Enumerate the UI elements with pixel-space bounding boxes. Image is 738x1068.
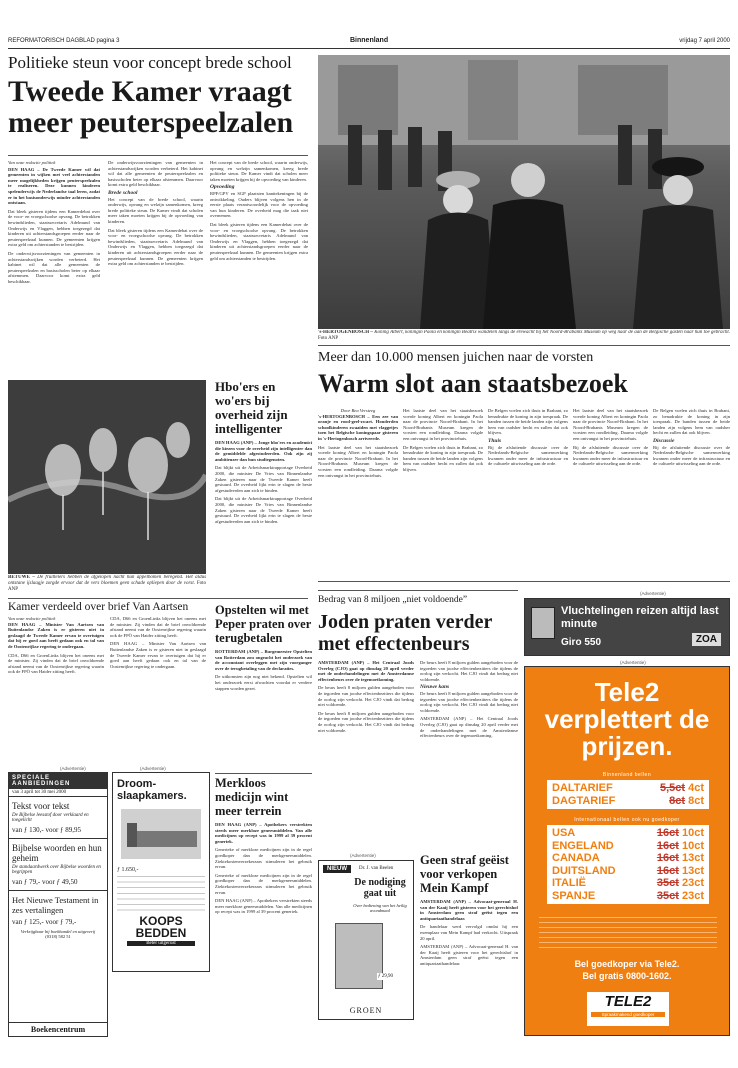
- suitcase-icon: [531, 607, 555, 639]
- photo1-caption: [318, 330, 730, 344]
- divider: [318, 590, 518, 591]
- rate-old: 16ct: [656, 852, 679, 864]
- article2-col5: [653, 408, 730, 578]
- rate-old: 35ct: [656, 877, 679, 889]
- article-body: Het laatste deel van het staatsbezoek voerde koning Albert en koningin Paola naar de provincie Noord-Brabant. In het Noord-Brabants Museum kregen de vorsten een rondleiding. Daarna volgde een ontvangst in het provinciehuis.: [573, 408, 648, 441]
- photo-credit: Foto ANP: [318, 336, 339, 341]
- article2-col3: [488, 408, 568, 578]
- rate-label: ITALIË: [552, 877, 587, 889]
- rate-new: 10ct: [681, 827, 704, 839]
- article-body: Bij de afsluitende discussie over de Nederlands-Belgische samenwerking kwamen onder meer de infrastructuur en de culturele uitwisseling aan de orde.: [573, 444, 648, 467]
- ad-price: ƒ 29,90: [378, 974, 393, 979]
- rate-row: [552, 852, 704, 865]
- ad-author: Dr. J. van Beelen: [359, 866, 394, 871]
- rate-old: 16ct: [656, 864, 679, 877]
- rate-label: ENGELAND: [552, 839, 614, 852]
- article-headline: Kamer verdeeld over brief Van Aartsen: [8, 601, 189, 613]
- article-body: De onderwijsvoorzieningen van gemeenten in achterstandswijken worden verbeterd. Het kabinet wil dat alle gemeenten de peuterspeelzalen en basisscholen beter op elkaar afstemmen. Daarvoor komt extra geld beschikbaar.: [8, 250, 100, 284]
- ad-cta-2: Bel gratis 0800-1602.: [582, 971, 672, 981]
- article8-text: [420, 899, 518, 1024]
- ad-item-price: van ƒ 125,- voor ƒ 79,-: [12, 918, 77, 926]
- article5-text: [215, 649, 312, 737]
- article-body: DEN HAAG – Minister Van Aartsen van Buitenlandse Zaken is er gisteren niet in geslaagd de Tweede Kamer ervan te overtuigen dat hij er goed aan heeft gedaan ook en tal van de Oostenrijkse regering te ondergaan.: [110, 641, 206, 669]
- article6-text: [215, 822, 312, 1048]
- article2-col4: [573, 408, 648, 578]
- rate-row: [552, 890, 704, 903]
- subhead-thuis: Thuis: [488, 437, 502, 444]
- ad-tag: (Advertentie): [350, 853, 376, 858]
- rate-old: 16ct: [656, 827, 679, 839]
- photo-credit: Foto ANP: [8, 581, 206, 592]
- article-body: Dat blijkt uit de Arbeidsmarktrapportage Overheid 2000, die minister De Vries van Binnenlandse Zaken gisteren naar de Tweede Kamer heeft gestuurd. De overheid lijkt erin te slagen de beste afgestudeerden aan zich te binden.: [215, 465, 312, 493]
- ad-price: ƒ 1.650,-: [117, 867, 139, 873]
- ad-zoa[interactable]: [524, 598, 730, 656]
- rate-row: [552, 840, 704, 853]
- article-body: Dat bleek gisteren tijdens een Kamerdebat over de voor- en vroegschoolse opvang. De betrokken bewindslieden, staatssecretaris Adelmund van Onderwijs en Vlaggen, hebben toegezegd dat kinderen uit achterstandsgroepen eerder naar de peuterspeelzaal kunnen. De gemeenten krijgen extra geld om achterstanden te bestrijden.: [108, 227, 203, 267]
- article-headline: Warm slot aan staatsbezoek: [318, 369, 628, 398]
- article-headline: Hbo'ers en wo'ers bij overheid zijn intelligenter: [215, 379, 288, 436]
- divider: [318, 581, 730, 582]
- ad-item-3[interactable]: [9, 890, 107, 943]
- ad-brand: Boekencentrum: [9, 1022, 107, 1036]
- article-body: AMSTERDAM (ANP) – Advocaat-generaal H. van der Kaaij heeft gisteren voor het gerechtshof in Amsterdam geen straf geëist tegen een antiquariaathandelaar.: [420, 944, 518, 966]
- ad-item-price: van ƒ 79,- voor ƒ 49,50: [12, 878, 78, 886]
- photo-ice-blossom: [8, 380, 206, 574]
- caption-lead: BETUWE –: [8, 575, 35, 580]
- article-headline: Merkloos medicijn wint meer terrein: [215, 776, 289, 818]
- photo-royal-visit-image: [318, 55, 730, 329]
- photo2-caption: [8, 575, 206, 595]
- article-lead: AMSTERDAM (ANP) – Het Centraal Joods Overleg (CJO) gaat op dinsdag 20 april verder met de onderhandelingen met de Amsterdamse effectenbeurs over de tegemoetkoming.: [318, 660, 414, 682]
- rate-old: 5,5ct: [659, 782, 686, 794]
- ad-headline: Tele2 verplettert de prijzen.: [544, 677, 710, 761]
- divider: [8, 155, 308, 156]
- article-headline: Joden praten verder met effectenbeurs: [318, 611, 493, 655]
- article-body: Het concept van de brede school, waarin onderwijs, opvang en welzijn samenkomen, kreeg brede politieke steun. De Kamer vindt dat scholen meer taken moeten krijgen bij de opvoeding van kinderen.: [108, 196, 203, 224]
- ad-brand: ZOA: [692, 633, 721, 646]
- article-lead: DEN HAAG – Minister Van Aartsen van Buitenlandse Zaken is er gisteren niet in geslaagd de Tweede Kamer ervan te overtuigen dat hij er goed aan heeft gedaan ook en tal van de Oostenrijkse regering te ondergaan.: [8, 621, 104, 649]
- header-right: vrijdag 7 april 2000: [679, 38, 730, 44]
- rate-row: [552, 827, 704, 840]
- book-image: [335, 923, 383, 989]
- divider: [318, 345, 730, 346]
- rate-new: 23ct: [681, 877, 704, 889]
- logo-tagline: Spraakmakend goedkoper: [591, 1012, 665, 1017]
- article-body: De beurs heeft 8 miljoen gulden aangeboden voor de tegoeden van joodse effectenbezitters die tijdens de oorlog zijn verkocht. Het CJO vindt dat bedrag niet voldoende.: [420, 660, 518, 682]
- rate-new: 23ct: [681, 889, 704, 902]
- article1-col3: [210, 160, 308, 370]
- caption-text: De fruittelers hebben de afgelopen nacht hun appelbomen beregend. Het aldus ontstane ijslaagje zorgde ervoor dat de vers bloemen geen schade opliepen door de vorst.: [8, 575, 206, 586]
- article-headline: Geen straf geëist voor verkopen Mein Kampf: [420, 853, 509, 895]
- rate-old: 16ct: [656, 839, 679, 852]
- article-body: De beurs heeft 8 miljoen gulden aangeboden voor de tegoeden van joodse effectenbezitters die tijdens de oorlog zijn verkocht. Het CJO vindt dat bedrag niet voldoende.: [420, 690, 518, 713]
- article-hbo: [215, 380, 312, 580]
- ad-tagline: Beter uitgerust: [127, 941, 195, 946]
- subhead-brede-school: Brede school: [108, 189, 138, 196]
- ad-publisher: GROEN: [349, 1006, 383, 1015]
- article-merkloos: [215, 776, 312, 1046]
- byline: Door Bea Versteeg: [340, 408, 376, 413]
- ad-item-desc: De standaardwerk over Bijbelse woorden en begrippen: [12, 865, 101, 875]
- article-body: De uitkomsten zijn nog niet bekend. Opstelten wil het onderzoek eerst afwachten voordat er verdere stappen worden gezet.: [215, 674, 312, 691]
- logo-text: TELE2: [604, 993, 652, 1010]
- ad-period: van 3 april tot 30 mei 2000: [9, 789, 107, 797]
- article-body: De onderwijsvoorzieningen van gemeenten in achterstandswijken worden verbeterd. Het kabinet wil dat alle gemeenten de peuterspeelzalen en basisscholen beter op elkaar afstemmen. Daarvoor komt extra geld beschikbaar.: [108, 160, 203, 188]
- bed-image: [121, 809, 201, 859]
- article-body: Bij de afsluitende discussie over de Nederlands-Belgische samenwerking kwamen onder meer de infrastructuur en de culturele uitwisseling aan de orde.: [488, 444, 568, 467]
- article7-col1: [318, 660, 414, 850]
- article-lead: ROTTERDAM (ANP) – Burgemeester Opstelten van Rotterdam zou ongeacht het onderzoek van de accountant overleggen met zijn voorganger over de terugbetaling van de declaraties.: [215, 649, 312, 671]
- article-lead: DEN HAAG – De Tweede Kamer wil dat gemeenten in wijken met veel achterstanden meer mogelijkheden krijgen peuterspeelzalen te realiseren. Deze kunnen kinderen spelenderwijs de Nederlandse taal leren, zodat er in het basisonderwijs minder achterstanden ontstaan.: [8, 166, 100, 206]
- rate-old: 35ct: [656, 889, 679, 902]
- rate-row: [552, 865, 704, 878]
- article-body: Het laatste deel van het staatsbezoek voerde koning Albert en koningin Paola naar de provincie Noord-Brabant. In het Noord-Brabants Museum kregen de vorsten een rondleiding. Daarna volgde een ontvangst in het provinciehuis.: [403, 408, 483, 441]
- ad-item-desc: De Bijbelse leesstof door verklaard en toegelicht: [12, 813, 89, 823]
- tele2-section-domestic: Binnenland bellen: [602, 772, 652, 778]
- ad-tag: (Advertentie): [60, 766, 86, 771]
- article-lead: AMSTERDAM (ANP) – Advocaat-generaal H. van der Kaaij heeft gisteren voor het gerechtshof in Amsterdam geen straf geëist tegen een antiquariaathandelaar.: [420, 899, 518, 921]
- ad-item-2[interactable]: [9, 838, 107, 890]
- subhead-opvoeding: Opvoeding: [210, 184, 235, 191]
- caption-text: Koning Albert, koningin Paola en koningin Beatrix wandelen langs de erewacht bij het Noord-Brabants Museum op weg naar de aan de Belgische gasten naar hun toe gebracht.: [374, 330, 730, 335]
- rate-new: 4ct: [688, 782, 704, 794]
- article-body: De beurs heeft 8 miljoen gulden aangeboden voor de tegoeden van joodse effectenbezitters die tijdens de oorlog zijn verkocht. Het CJO vindt dat bedrag niet voldoende.: [318, 685, 414, 708]
- rate-label: DUITSLAND: [552, 864, 616, 877]
- article-lead: DEN HAAG (ANP) – Jonge hbo'ers en academici die kiezen voor de overheid zijn intelligenter dan de gemiddelde afgestudeerden. Ook zijn zij ambitieuzer dan hun studiegenoten.: [215, 440, 312, 462]
- article-mein-kampf: [420, 853, 518, 1033]
- rate-old: 8ct: [669, 794, 686, 807]
- ad-koops-bedden: [112, 772, 210, 972]
- article4-col1: [8, 616, 104, 766]
- divider: [8, 598, 308, 599]
- subhead-nieuwe-kans: Nieuwe kans: [420, 684, 450, 691]
- article1-col2: [108, 160, 203, 370]
- article-body: Dat bleek gisteren tijdens een Kamerdebat over de voor- en vroegschoolse opvang. De betrokken bewindslieden, staatssecretaris Adelmund van Onderwijs en Vlaggen, hebben toegezegd dat kinderen uit achterstandsgroepen eerder naar de peuterspeelzaal kunnen. De gemeenten krijgen extra geld om achterstanden te bestrijden.: [210, 221, 308, 261]
- article-body: Het laatste deel van het staatsbezoek voerde koning Albert en koningin Paola naar de provincie Noord-Brabant. In het Noord-Brabants Museum kregen de vorsten een rondleiding. Daarna volgde een ontvangst in het provinciehuis.: [318, 444, 398, 478]
- rate-row: [552, 877, 704, 890]
- article-body: Dat blijkt uit de Arbeidsmarktrapportage Overheid 2000, die minister De Vries van Binnenlandse Zaken gisteren naar de Tweede Kamer heeft gestuurd. De overheid lijkt erin te slagen de beste afgestudeerden aan zich te binden.: [215, 496, 312, 524]
- article1-col1: [8, 160, 100, 370]
- ad-tele2[interactable]: [524, 666, 730, 1036]
- article-body: AMSTERDAM (ANP) – Het Centraal Joods Overleg (CJO) gaat op dinsdag 20 april verder met de onderhandelingen met de Amsterdamse effectenbeurs over de tegemoetkoming.: [420, 716, 518, 739]
- tele2-domestic-table: [547, 780, 709, 809]
- ad-item-price: van ƒ 130,- voor ƒ 89,95: [12, 826, 82, 834]
- ad-title: De nodiging gaat uit: [354, 877, 406, 899]
- rate-label: USA: [552, 827, 576, 839]
- byline: Van onze redactie politiek: [8, 160, 56, 165]
- article-headline: Opstelten wil met Peper praten over terugbetalen: [215, 603, 312, 645]
- article-body: De beurs heeft 8 miljoen gulden aangeboden voor de tegoeden van joodse effectenbezitters die tijdens de oorlog zijn verkocht. Het CJO vindt dat bedrag niet voldoende.: [318, 710, 414, 733]
- article2-col1: [318, 408, 398, 578]
- ad-groen-book: [318, 860, 414, 1020]
- ad-item-1[interactable]: [9, 797, 107, 838]
- header-rule: [8, 48, 730, 49]
- article-body: Dat bleek gisteren tijdens een Kamerdebat over de voor- en vroegschoolse opvang. De betrokken bewindslieden, staatssecretaris Adelmund van Onderwijs en Vlaggen, hebben toegezegd dat kinderen uit achterstandsgroepen eerder naar de peuterspeelzaal kunnen. De gemeenten krijgen extra geld om achterstanden te bestrijden.: [8, 208, 100, 248]
- ad-header: SPECIALE AANBIEDINGEN: [9, 773, 107, 789]
- rate-label: DAGTARIEF: [552, 794, 616, 807]
- header-center: Binnenland: [350, 37, 389, 44]
- rate-label: CANADA: [552, 852, 600, 864]
- ad-special-offers: [8, 772, 108, 1037]
- article-body: Generieke of merkloze medicijnen zijn in de regel goedkoper dan de merkgeneesmiddelen. Ziektekostenverzekeraars stimuleren het gebruik ervan.: [215, 847, 312, 870]
- article-body: Het concept van de brede school, waarin onderwijs, opvang en welzijn samenkomen, kreeg brede politieke steun. De Kamer vindt dat scholen meer taken moeten krijgen bij de opvoeding van kinderen.: [210, 160, 308, 182]
- article-headline: Tweede Kamer vraagt meer peuterspeelzalen: [8, 75, 294, 139]
- article-body: DEN HAAG (ANP) – Apothekers verstrekten steeds meer merkloze geneesmiddelen. Van alle medicijnen op recept was in 1999 al 39 procent generiek.: [215, 898, 312, 915]
- article3-text: [215, 440, 312, 580]
- tele2-international-table: [547, 825, 709, 904]
- article7-col2: [420, 660, 518, 850]
- tele2-section-international: Internationaal bellen ook nu goedkoper: [574, 817, 680, 823]
- byline: Van onze redactie politiek: [8, 616, 56, 621]
- article-body: De Belgen voelen zich thuis in Brabant, zo benadrukte de koning in zijn toespraak. De banden tussen de beide landen zijn volgens hem van oudsher hecht en zullen dat ook blijven.: [488, 408, 568, 436]
- rate-label: DALTARIEF: [552, 782, 613, 794]
- article-body: De Belgen voelen zich thuis in Brabant, zo benadrukte de koning in zijn toespraak. De banden tussen de beide landen zijn volgens hem van oudsher hecht en zullen dat ook blijven.: [653, 408, 730, 436]
- rate-new: 8ct: [688, 794, 704, 807]
- ad-body-lines: [117, 876, 205, 912]
- ad-item-title: Het Nieuwe Testament in zes vertalingen: [12, 895, 99, 915]
- rate-label: SPANJE: [552, 889, 596, 902]
- header-left: REFORMATORISCH DAGBLAD pagina 3: [8, 38, 120, 44]
- ad-tag: (Advertentie): [140, 766, 166, 771]
- rate-new: 13ct: [681, 852, 704, 864]
- new-badge: NIEUW: [323, 865, 351, 873]
- article-body: De Belgen voelen zich thuis in Brabant, zo benadrukte de koning in zijn toespraak. De banden tussen de beide landen zijn volgens hem van oudsher hecht en zullen dat ook blijven.: [403, 444, 483, 472]
- article-opstelten: [215, 603, 312, 763]
- ad-item-title: Tekst voor tekst: [12, 801, 70, 811]
- ad-footer-note: Verkrijgbaar bij boekhandel en uitgeverij: [20, 929, 96, 934]
- subhead-discussie: Discussie: [653, 437, 675, 444]
- ad-tag: (Advertentie): [640, 591, 666, 596]
- article-staatsbezoek: [318, 350, 730, 410]
- article-body: De handelaar werd vervolgd omdat hij een exemplaar van Mein Kampf had verkocht. Uitspraak 20 april.: [420, 924, 518, 941]
- article4-col2: [110, 616, 206, 766]
- ad-desc: Over bediening van het heilig avondmaal: [353, 903, 407, 913]
- ad-phone: (0318) 582 51: [45, 934, 71, 939]
- photo-royal-visit: [318, 55, 730, 329]
- ad-cta-1: Bel goedkoper via Tele2.: [574, 959, 680, 969]
- ad-brand: KOOPS BEDDEN: [135, 914, 187, 940]
- rate-new: 10ct: [681, 839, 704, 852]
- ad-giro: Giro 550: [561, 637, 602, 648]
- ad-fineprint: [539, 917, 717, 951]
- article-body: CDA, D66 en GroenLinks blijven het oneens met de minister. Zij vinden dat de brief onvoldoende afstand neemt van de Oostenrijkse regering waarin ook de FPÖ van Haider zitting heeft.: [110, 616, 206, 638]
- article2-col2: [403, 408, 483, 578]
- rate-row: [552, 795, 704, 808]
- article-body: Generieke of merkloze medicijnen zijn in de regel goedkoper dan de merkgeneesmiddelen. Ziektekostenverzekeraars stimuleren het gebruik ervan.: [215, 872, 312, 895]
- tele2-logo: [587, 992, 669, 1026]
- ad-tag: (Advertentie): [620, 660, 646, 665]
- article-lead: DEN HAAG (ANP) – Apothekers verstrekten steeds meer merkloze geneesmiddelen. Van alle medicijnen op recept was in 1999 al 39 procent generiek.: [215, 822, 312, 844]
- article-kicker: Bedrag van 8 miljoen „niet voldoende”: [318, 595, 468, 605]
- article-lead: 's-HERTOGENBOSCH – Een zee van oranje en rood-geel-zwart. Honderden schoolkinderen zwaaiden met vlaggetjes toen het Belgische koningspaar gisteren in 's-Hertogenbosch arriveerde.: [318, 413, 398, 441]
- ad-item-title: Bijbelse woorden en hun geheim: [12, 843, 102, 863]
- divider: [215, 773, 312, 774]
- page-header: [8, 37, 730, 47]
- article-body: Bij de afsluitende discussie over de Nederlands-Belgische samenwerking kwamen onder meer de infrastructuur en de culturele uitwisseling aan de orde.: [653, 444, 730, 467]
- article-kicker: Politieke steun voor concept brede school: [8, 53, 292, 72]
- article-body: RPF/GPV en SGP plaatsten kanttekeningen bij de ontwikkeling. Ouders blijven volgens hen in de eerste plaats verantwoordelijk voor de opvoeding van hun kinderen. De overheid mag die taak niet overnemen.: [210, 190, 308, 219]
- article-kicker: Meer dan 10.000 mensen juichen naar de vorsten: [318, 350, 594, 365]
- rate-new: 13ct: [681, 864, 704, 877]
- rate-row: [552, 782, 704, 795]
- photo-ice-blossom-image: [8, 380, 206, 574]
- ad-headline: Droom-slaapkamers.: [117, 778, 187, 802]
- ad-headline: Vluchtelingen reizen altijd last minute: [561, 605, 719, 630]
- caption-lead: 's-HERTOGENBOSCH –: [318, 330, 373, 335]
- article-body: CDA, D66 en GroenLinks blijven het oneens met de minister. Zij vinden dat de brief onvoldoende afstand neemt van de Oostenrijkse regering waarin ook de FPÖ van Haider zitting heeft.: [8, 652, 104, 675]
